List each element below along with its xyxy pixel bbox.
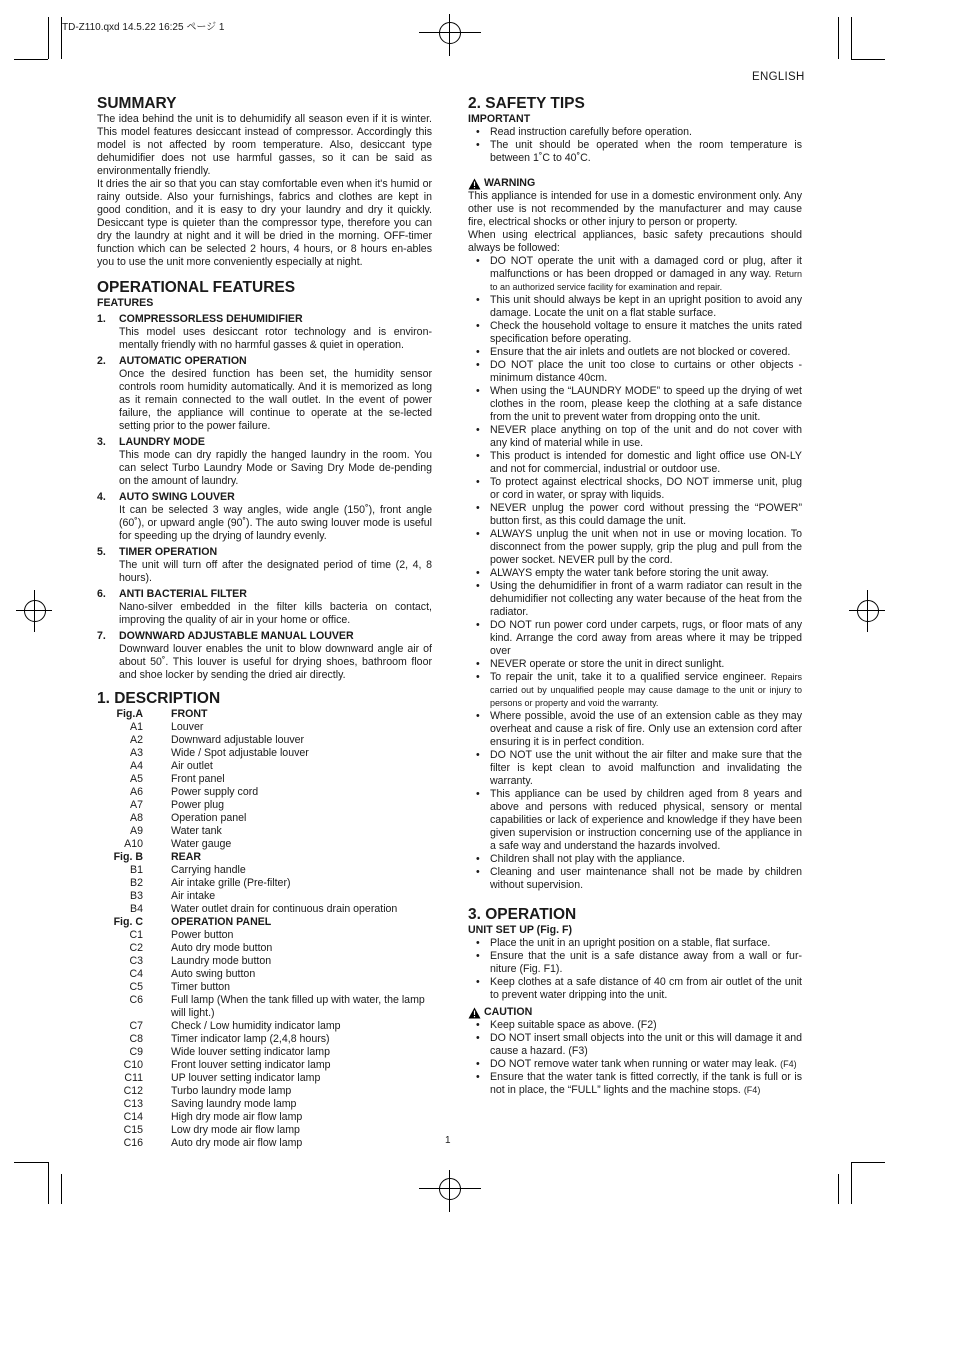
feature-title-row — [97, 588, 432, 601]
description-text: Full lamp (When the tank filled up with water, the lamp will light.) — [171, 994, 425, 1019]
description-code: A3 — [130, 747, 143, 759]
safety-tip — [468, 671, 802, 710]
description-code: B3 — [130, 890, 143, 902]
safety-tip — [468, 346, 802, 359]
description-code: C3 — [129, 955, 143, 967]
description-text: Timer indicator lamp (2,4,8 hours) — [171, 1033, 330, 1045]
right-column — [468, 95, 802, 1097]
crop-mark — [851, 59, 885, 60]
description-text: High dry mode air flow lamp — [171, 1111, 303, 1123]
registration-mark — [439, 22, 461, 44]
caution-list — [468, 1019, 802, 1097]
registration-line — [449, 14, 450, 56]
description-row — [97, 877, 432, 890]
description-row — [97, 1072, 432, 1085]
caution-item — [468, 1019, 802, 1032]
description-text: Air intake grille (Pre-filter) — [171, 877, 291, 889]
registration-mark — [857, 600, 879, 622]
safety-tip-note: Return to an authorized service facility for examination and repair. — [490, 269, 802, 292]
important-label: IMPORTANT — [468, 113, 531, 125]
features-list — [97, 313, 432, 682]
safety-tip — [468, 320, 802, 346]
description-text: Saving laundry mode lamp — [171, 1098, 297, 1110]
safety-tip-text: Cleaning and user maintenance shall not be made by children without supervision. — [490, 866, 802, 891]
safety-tip — [468, 710, 802, 749]
description-text: Auto dry mode air flow lamp — [171, 1137, 303, 1149]
important-item: • Read instruction carefully before operation. — [468, 126, 802, 139]
description-row — [97, 1085, 432, 1098]
caution-item-text: DO NOT insert small objects into the unit or this will damage it and cause a hazard. (F3) — [490, 1032, 802, 1057]
description-code: C11 — [124, 1072, 143, 1084]
description-code: C12 — [123, 1085, 143, 1097]
description-text: Wide louver setting indicator lamp — [171, 1046, 330, 1058]
registration-line — [34, 590, 35, 632]
description-text: REAR — [171, 851, 202, 863]
safety-tip — [468, 359, 802, 385]
description-code: C7 — [129, 1020, 143, 1032]
operational-features-heading: OPERATIONAL FEATURES — [97, 279, 296, 296]
description-code: A9 — [130, 825, 143, 837]
description-text: Auto dry mode button — [171, 942, 273, 954]
description-text: Wide / Spot adjustable louver — [171, 747, 309, 759]
safety-tip — [468, 619, 802, 658]
feature-item — [97, 630, 432, 682]
description-code: B1 — [130, 864, 143, 876]
safety-tip — [468, 853, 802, 866]
page-number: 1 — [445, 1135, 451, 1146]
warning-text: WARNING — [484, 177, 536, 189]
crop-mark — [838, 17, 839, 59]
safety-tip-text: Where possible, avoid the use of an extension cable as they may overheat and cause a risk of fire. Only use an extension cord after ensuring it is in perfect condition. — [490, 710, 802, 748]
safety-tip-text: DO NOT operate the unit with a damaged cord or plug, after it malfunctions or has been dropped or damaged in any way. — [490, 255, 802, 280]
safety-tip — [468, 567, 802, 580]
crop-mark — [838, 1174, 839, 1204]
feature-title: TIMER OPERATION — [119, 546, 218, 558]
description-code: C16 — [123, 1137, 143, 1149]
description-text: Water gauge — [171, 838, 232, 850]
description-code: C10 — [123, 1059, 143, 1071]
warning-intro: This appliance is intended for use in a domestic environment only. Any other use is not recommended by the manufacturer and may cause fire, electrical shocks or other injury to person or property. — [468, 190, 802, 228]
description-row — [97, 1098, 432, 1111]
description-text: UP louver setting indicator lamp — [171, 1072, 321, 1084]
description-text: Power button — [171, 929, 234, 941]
description-text: Timer button — [171, 981, 231, 993]
feature-title: LAUNDRY MODE — [119, 436, 205, 448]
feature-title-row — [97, 491, 432, 504]
description-code: C8 — [129, 1033, 143, 1045]
description-text: Downward adjustable louver — [171, 734, 305, 746]
description-row — [97, 1137, 432, 1150]
description-text: Front louver setting indicator lamp — [171, 1059, 331, 1071]
caution-item-text: Ensure that the water tank is fitted correctly, if the tank is full or is not in place, the “FULL” lights and the machine stops. — [490, 1071, 802, 1096]
feature-number: 3. — [97, 436, 106, 448]
crop-mark — [14, 59, 48, 60]
description-text: Power supply cord — [171, 786, 259, 798]
description-row — [97, 825, 432, 838]
description-row — [97, 1111, 432, 1124]
caution-item — [468, 1058, 802, 1071]
description-text: Louver — [171, 721, 204, 733]
description-list — [97, 708, 432, 1150]
safety-tip-text: DO NOT place the unit too close to curtains or other objects - minimum distance 40cm. — [490, 359, 802, 384]
registration-line — [419, 32, 481, 33]
feature-number: 5. — [97, 546, 106, 558]
safety-heading: 2. SAFETY TIPS — [468, 95, 585, 112]
description-row — [97, 721, 432, 734]
safety-tip-text: This unit should always be kept in an upright position to avoid any damage. Locate the unit on a flat stable surface. — [490, 294, 802, 319]
description-code: A7 — [130, 799, 143, 811]
description-code: Fig. B — [113, 851, 143, 863]
safety-tip — [468, 476, 802, 502]
feature-text: This model uses desiccant rotor technology and is environ-mentally friendly with no harmful gasses & quiet in operation. — [119, 326, 432, 351]
description-row — [97, 851, 432, 864]
description-code: C14 — [123, 1111, 143, 1123]
feature-item — [97, 491, 432, 543]
safety-tips-list — [468, 255, 802, 892]
caution-label — [468, 1006, 802, 1019]
description-row — [97, 747, 432, 760]
caution-item — [468, 1071, 802, 1097]
left-column — [97, 95, 432, 1150]
feature-title: ANTI BACTERIAL FILTER — [119, 588, 247, 600]
safety-tip-text: When using the “LAUNDRY MODE” to speed up the drying of wet clothes in the room, please keep the clothing at a safe distance from the unit to prevent water from dropping onto the unit. — [490, 385, 802, 423]
description-row — [97, 838, 432, 851]
description-code: A4 — [130, 760, 143, 772]
description-text: Carrying handle — [171, 864, 246, 876]
description-text: Check / Low humidity indicator lamp — [171, 1020, 341, 1032]
feature-item — [97, 546, 432, 585]
setup-item: • Ensure that the unit is a safe distance away from a wall or fur-niture (Fig. F1). — [468, 950, 802, 976]
feature-item — [97, 588, 432, 627]
feature-number: 2. — [97, 355, 106, 367]
description-row — [97, 1124, 432, 1137]
feature-title-row — [97, 313, 432, 326]
safety-tip-text: Children shall not play with the appliance. — [490, 853, 685, 865]
description-text: Front panel — [171, 773, 225, 785]
feature-title: AUTOMATIC OPERATION — [119, 355, 247, 367]
safety-tip-text: DO NOT run power cord under carpets, rugs, or floor mats of any kind. Arrange the cord away from areas where it may be tripped over — [490, 619, 802, 657]
feature-text: Once the desired function has been set, the humidity sensor controls room humidity automatically. And it is memorized as long as it remain connected to the wall outlet. In the event of power failure, the appliance will continue to operate at the se-lected setting prior to the power failure. — [119, 368, 432, 432]
feature-number: 1. — [97, 313, 106, 325]
feature-title-row — [97, 546, 432, 559]
description-code: C6 — [129, 994, 143, 1006]
warning-label — [468, 177, 802, 190]
description-text: Laundry mode button — [171, 955, 272, 967]
description-row — [97, 981, 432, 994]
registration-mark — [24, 600, 46, 622]
warning-icon — [468, 1007, 481, 1019]
caution-item — [468, 1032, 802, 1058]
description-code: A8 — [130, 812, 143, 824]
description-code: C1 — [129, 929, 143, 941]
caution-item-note: (F4) — [780, 1059, 797, 1069]
registration-line — [449, 1170, 450, 1212]
registration-line — [419, 1188, 481, 1189]
important-item: • The unit should be operated when the room temperature is between 1˚C to 40˚C. — [468, 139, 802, 165]
description-row — [97, 1059, 432, 1072]
description-code: Fig.A — [116, 708, 143, 720]
description-text: FRONT — [171, 708, 208, 720]
crop-mark — [48, 1162, 49, 1204]
safety-tip-text: NEVER place anything on top of the unit and do not cover with any kind of material while in use. — [490, 424, 802, 449]
feature-text: This mode can dry rapidly the hanged laundry in the room. You can select Turbo Laundry Mode or Saving Dry Mode de-pending on the amount of laundry. — [119, 449, 432, 487]
registration-line — [867, 590, 868, 632]
feature-item — [97, 313, 432, 352]
safety-tip-text: Ensure that the air inlets and outlets are not blocked or covered. — [490, 346, 791, 358]
description-row — [97, 1020, 432, 1033]
operation-heading: 3. OPERATION — [468, 906, 577, 923]
safety-tip-text: To protect against electrical shocks, DO NOT immerse unit, plug or cord in water, or spray with liquids. — [490, 476, 802, 501]
feature-number: 7. — [97, 630, 106, 642]
crop-mark — [851, 1162, 885, 1163]
warning-icon — [468, 178, 481, 190]
description-text: Water tank — [171, 825, 222, 837]
description-heading: 1. DESCRIPTION — [97, 690, 221, 707]
warning-intro: When using electrical appliances, basic safety precautions should always be followed: — [468, 229, 802, 254]
summary-paragraph: The idea behind the unit is to dehumidify all season even if it is winter. This model features desiccant instead of compressor. Accordingly this model is not affected by room temperature. Also, desiccant type dehumidifier does not use harmful gasses, so it can be said as environmentally friendly. — [97, 113, 432, 177]
description-code: C13 — [123, 1098, 143, 1110]
feature-item — [97, 355, 432, 433]
feature-item — [97, 436, 432, 488]
description-code: A6 — [130, 786, 143, 798]
caution-item-note: (F4) — [743, 1085, 761, 1095]
description-row — [97, 812, 432, 825]
description-row — [97, 708, 432, 721]
description-code: Fig. C — [113, 916, 143, 928]
registration-mark — [439, 1178, 461, 1200]
safety-tip — [468, 294, 802, 320]
crop-mark — [14, 1162, 48, 1163]
safety-tip-text: To repair the unit, take it to a qualified service engineer. — [490, 671, 767, 683]
feature-title: COMPRESSORLESS DEHUMIDIFIER — [119, 313, 303, 325]
feature-text: Nano-silver embedded in the filter kills bacteria on contact, improving the quality of air in your home or office. — [119, 601, 432, 626]
setup-list — [468, 937, 802, 1002]
description-row — [97, 773, 432, 786]
description-row — [97, 903, 432, 916]
description-code: C15 — [123, 1124, 143, 1136]
description-row — [97, 786, 432, 799]
description-code: C2 — [129, 942, 143, 954]
crop-mark — [851, 17, 852, 59]
safety-tip-text: NEVER operate or store the unit in direct sunlight. — [490, 658, 725, 670]
safety-tip-text: NEVER unplug the power cord without pressing the “POWER” button first, as this could damage the unit. — [490, 502, 802, 527]
crop-mark — [851, 1162, 852, 1204]
safety-tip-text: Using the dehumidifier in front of a warm radiator can result in the dehumidifier not collecting any water because of the heat from the radiator. — [490, 580, 802, 618]
description-row — [97, 994, 432, 1020]
safety-tip — [468, 866, 802, 892]
description-code: A1 — [130, 721, 143, 733]
feature-number: 6. — [97, 588, 106, 600]
description-row — [97, 734, 432, 747]
safety-tip — [468, 580, 802, 619]
safety-tip-text: DO NOT use the unit without the air filter and make sure that the filter is kept clean to avoid malfunction and invalidating the warranty. — [490, 749, 802, 787]
safety-tip-text: ALWAYS empty the water tank before storing the unit away. — [490, 567, 769, 579]
feature-title-row — [97, 630, 432, 643]
safety-tip-text: This appliance can be used by children aged from 8 years and above and persons with reduced physical, sensory or mental capabilities or lack of experience and knowledge if they have been given supervision or instruction concerning use of the appliance in a safe way and understand the hazards involved. — [490, 788, 802, 852]
setup-item: • Place the unit in an upright position on a stable, flat surface. — [468, 937, 802, 950]
safety-tip — [468, 749, 802, 788]
feature-text: It can be selected 3 way angles, wide angle (150˚), front angle (60˚), or upward angle (90˚). The auto swing louver mode is useful for speeding up the drying of laundry evenly. — [119, 504, 432, 542]
safety-tip — [468, 450, 802, 476]
description-row — [97, 799, 432, 812]
safety-tip — [468, 255, 802, 294]
feature-text: Downward louver enables the unit to blow downward angle air of about 50˚. This louver is useful for drying shoes, bathroom floor and shoe locker by sending the dried air directly. — [119, 643, 432, 681]
feature-title-row — [97, 436, 432, 449]
feature-title-row — [97, 355, 432, 368]
caution-item-text: DO NOT remove water tank when running or water may leak. — [490, 1058, 778, 1070]
description-text: Turbo laundry mode lamp — [171, 1085, 292, 1097]
language-label: ENGLISH — [752, 71, 805, 83]
summary-heading: SUMMARY — [97, 95, 177, 112]
description-text: Low dry mode air flow lamp — [171, 1124, 300, 1136]
description-code: C9 — [129, 1046, 143, 1058]
description-row — [97, 1046, 432, 1059]
description-code: B2 — [130, 877, 143, 889]
description-row — [97, 968, 432, 981]
setup-label: UNIT SET UP (Fig. F) — [468, 924, 572, 936]
caution-item-text: Keep suitable space as above. (F2) — [490, 1019, 657, 1031]
safety-tip-text: This product is intended for domestic and light office use ON-LY and not for commercial, industrial or outdoor use. — [490, 450, 802, 475]
description-text: Operation panel — [171, 812, 247, 824]
description-row — [97, 864, 432, 877]
feature-title: DOWNWARD ADJUSTABLE MANUAL LOUVER — [119, 630, 354, 642]
description-text: Air outlet — [171, 760, 213, 772]
description-row — [97, 955, 432, 968]
description-row — [97, 760, 432, 773]
description-row — [97, 890, 432, 903]
features-subheading: FEATURES — [97, 297, 154, 309]
description-row — [97, 942, 432, 955]
description-row — [97, 916, 432, 929]
caution-text: CAUTION — [484, 1006, 533, 1018]
description-code: C4 — [129, 968, 143, 980]
description-text: Water outlet drain for continuous drain operation — [171, 903, 398, 915]
description-text: Air intake — [171, 890, 216, 902]
important-list — [468, 126, 802, 165]
safety-tip — [468, 502, 802, 528]
safety-tip-text: ALWAYS unplug the unit when not in use or moving location. To disconnect from the power supply, grip the plug and pull from the power socket. NEVER pull by the cord. — [490, 528, 802, 566]
safety-tip-note: Repairs carried out by unqualified people may cause damage to the unit or injury to persons or property and void the warranty. — [490, 672, 802, 708]
description-row — [97, 1033, 432, 1046]
summary-paragraph: It dries the air so that you can stay comfortable even when it's humid or rainy outside. Also your furnishings, fabrics and clothes are kept in good condition, and it is easy to dry your laundry and dry it quickly. Desiccant type is quieter than the compressor type, therefore you can dry the laundry at night and it will be dried in the morning. OFF-timer function which can be selected 2 hours, 4 hours, or 8 hours en-ables you to use the unit more conveniently especially at night. — [97, 178, 432, 268]
crop-mark — [48, 17, 49, 59]
description-code: B4 — [130, 903, 143, 915]
description-code: A5 — [130, 773, 143, 785]
feature-title: AUTO SWING LOUVER — [119, 491, 235, 503]
description-code: A2 — [130, 734, 143, 746]
setup-item: • Keep clothes at a safe distance of 40 cm from air outlet of the unit to prevent water dripping into the unit. — [468, 976, 802, 1002]
safety-tip — [468, 424, 802, 450]
description-text: Auto swing button — [171, 968, 256, 980]
safety-tip — [468, 385, 802, 424]
description-text: OPERATION PANEL — [171, 916, 272, 928]
feature-text: The unit will turn off after the designated period of time (2, 4, 8 hours). — [119, 559, 432, 584]
safety-tip — [468, 528, 802, 567]
safety-tip — [468, 658, 802, 671]
print-slug: TD-Z110.qxd 14.5.22 16:25 ページ 1 — [62, 22, 225, 33]
safety-tip-text: Check the household voltage to ensure it matches the units rated specification before operating. — [490, 320, 802, 345]
description-code: A10 — [124, 838, 143, 850]
safety-tip — [468, 788, 802, 853]
description-code: C5 — [129, 981, 143, 993]
description-text: Power plug — [171, 799, 224, 811]
crop-mark — [61, 1174, 62, 1204]
feature-number: 4. — [97, 491, 106, 503]
description-row — [97, 929, 432, 942]
